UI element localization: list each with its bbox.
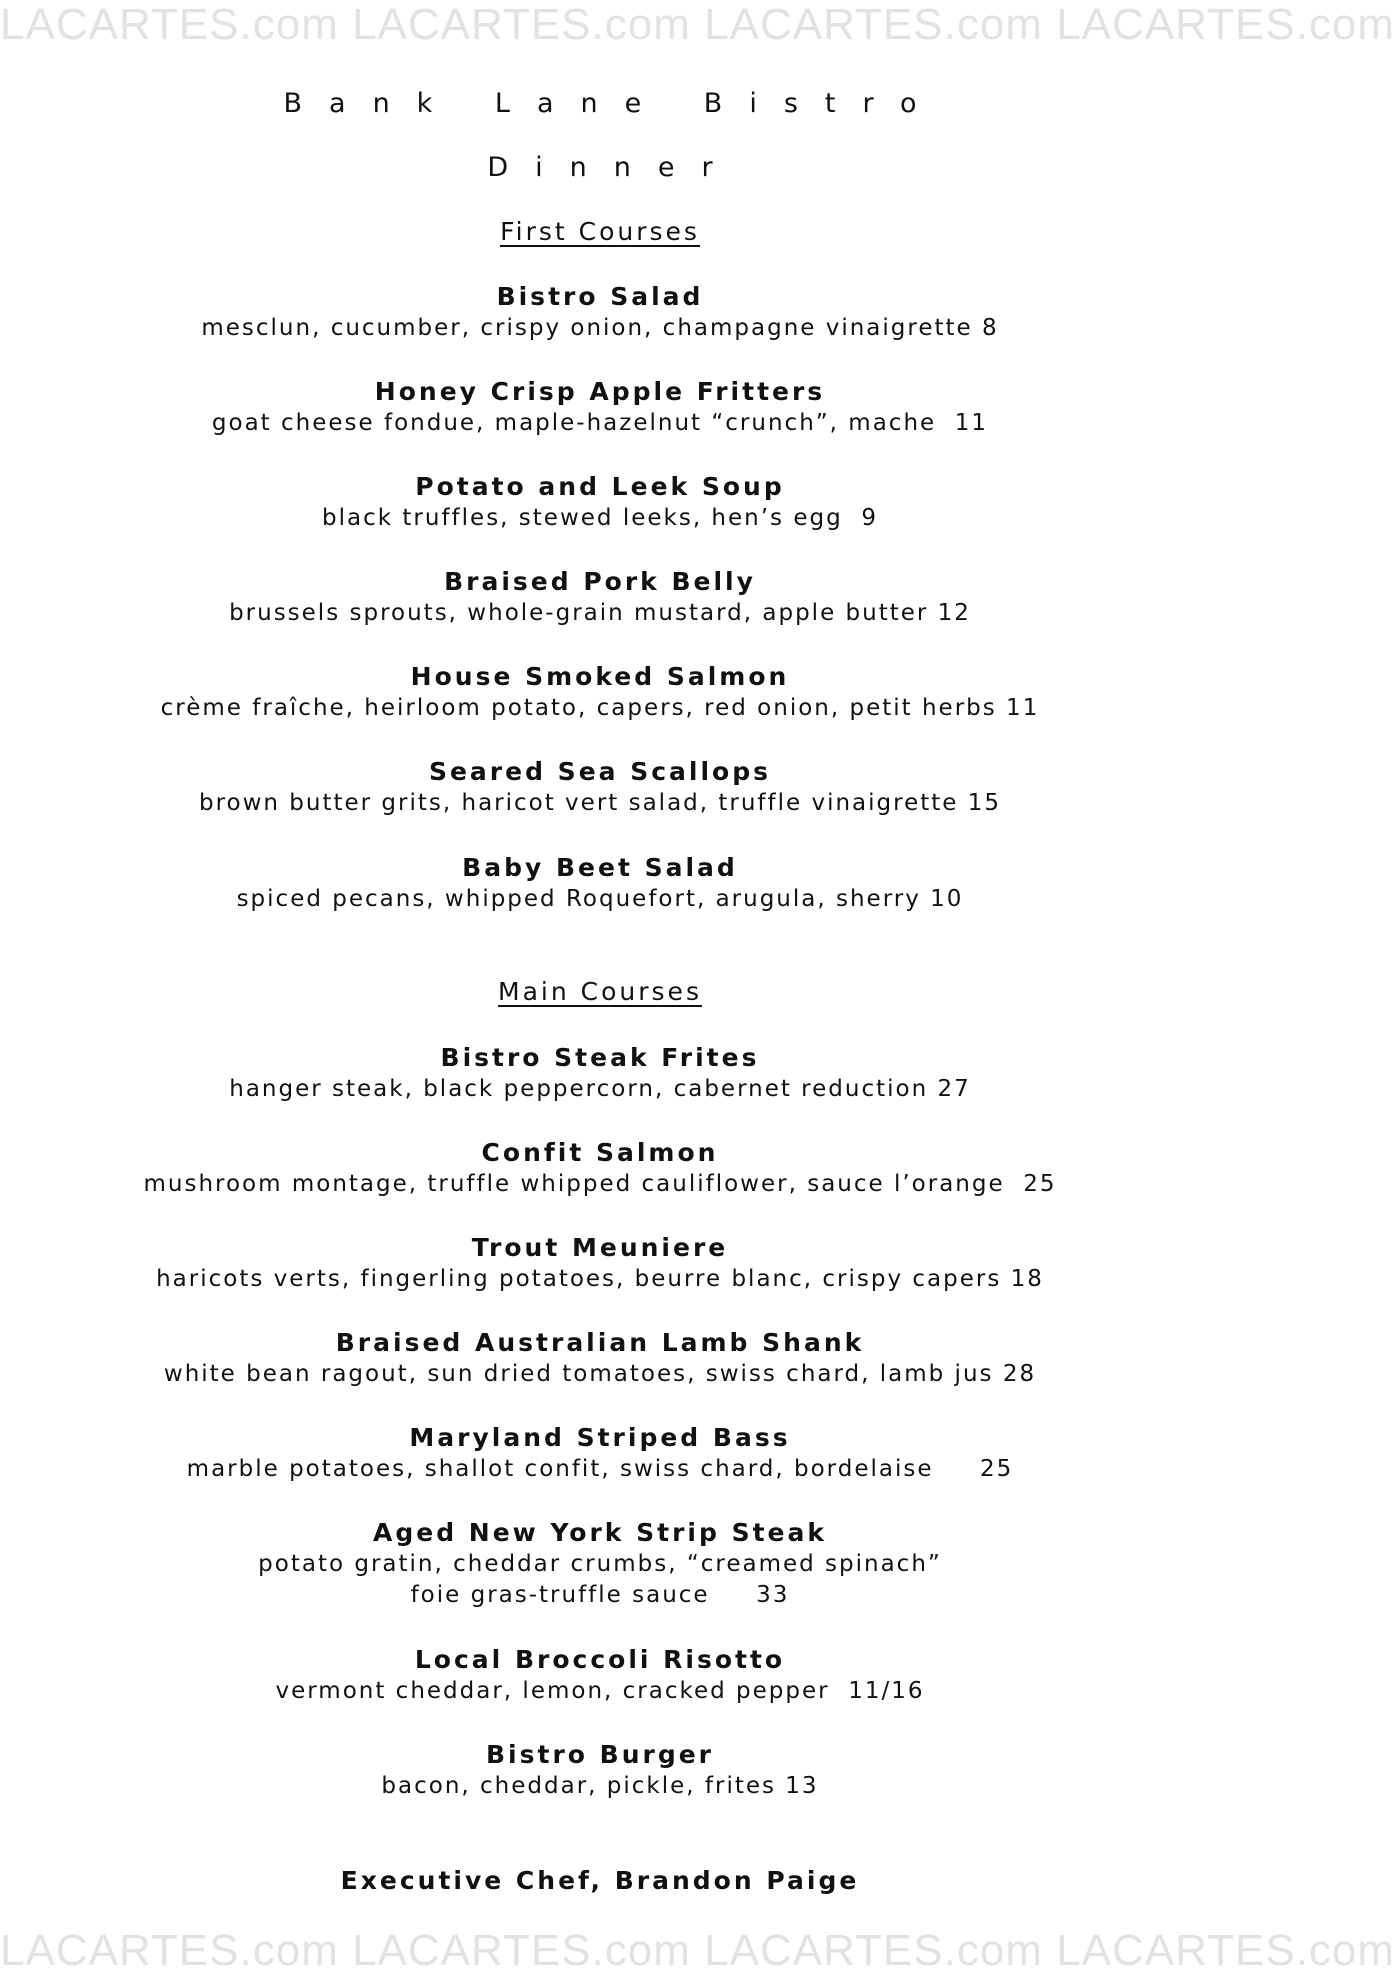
item-description: white bean ragout, sun dried tomatoes, swiss chard, lamb jus 28 <box>163 1361 1037 1387</box>
item-name: Baby Beet Salad <box>462 853 738 882</box>
menu-item <box>0 566 1200 629</box>
item-description: crème fraîche, heirloom potato, capers, red onion, petit herbs 11 <box>160 695 1040 721</box>
item-description: vermont cheddar, lemon, cracked pepper 11/16 <box>275 1678 925 1704</box>
item-name: Trout Meuniere <box>471 1233 729 1262</box>
item-description: hanger steak, black peppercorn, cabernet reduction 27 <box>229 1076 971 1102</box>
first-courses-heading: First Courses <box>500 217 700 246</box>
item-description: spiced pecans, whipped Roquefort, arugula, sherry 10 <box>236 886 964 912</box>
item-name: Bistro Salad <box>496 282 704 311</box>
restaurant-name: Bank Lane Bistro <box>283 88 944 119</box>
item-description: haricots verts, fingerling potatoes, beurre blanc, crispy capers 18 <box>156 1266 1044 1292</box>
menu-item <box>0 1739 1200 1802</box>
menu-item <box>0 661 1200 724</box>
item-name: Aged New York Strip Steak <box>373 1518 827 1547</box>
menu-item <box>0 1327 1200 1390</box>
menu-item <box>0 1422 1200 1485</box>
menu-item <box>0 281 1200 344</box>
menu-item <box>0 852 1200 915</box>
menu-item <box>0 1042 1200 1105</box>
item-name: Braised Pork Belly <box>444 567 756 596</box>
item-description: mushroom montage, truffle whipped cauliflower, sauce l’orange 25 <box>143 1171 1057 1197</box>
item-description: mesclun, cucumber, crispy onion, champagne vinaigrette 8 <box>201 315 999 341</box>
item-name: House Smoked Salmon <box>410 662 790 691</box>
section-title-first-courses <box>0 217 1200 246</box>
item-description: brussels sprouts, whole-grain mustard, apple butter 12 <box>229 600 971 626</box>
item-description: brown butter grits, haricot vert salad, truffle vinaigrette 15 <box>198 790 1002 816</box>
watermark-top: LACARTES.com LACARTES.com LACARTES.com LACARTES.com <box>0 0 1395 49</box>
menu-item <box>0 1232 1200 1295</box>
item-name: Braised Australian Lamb Shank <box>335 1328 865 1357</box>
menu-item <box>0 376 1200 439</box>
main-courses-heading: Main Courses <box>498 977 702 1006</box>
item-name: Honey Crisp Apple Fritters <box>374 377 826 406</box>
item-name: Potato and Leek Soup <box>415 472 785 501</box>
item-name: Local Broccoli Risotto <box>414 1645 786 1674</box>
item-description: potato gratin, cheddar crumbs, “creamed spinach” foie gras-truffle sauce 33 <box>258 1551 942 1608</box>
section-title-main-courses <box>0 977 1200 1006</box>
item-description: marble potatoes, shallot confit, swiss chard, bordelaise 25 <box>186 1456 1014 1482</box>
item-name: Bistro Steak Frites <box>440 1043 760 1072</box>
item-name: Seared Sea Scallops <box>428 757 772 786</box>
menu-item <box>0 756 1200 819</box>
item-description: bacon, cheddar, pickle, frites 13 <box>381 1773 819 1799</box>
item-name: Bistro Burger <box>485 1740 715 1769</box>
executive-chef: Executive Chef, Brandon Paige <box>340 1866 860 1895</box>
menu-item <box>0 471 1200 534</box>
menu-item <box>0 1137 1200 1200</box>
item-description: goat cheese fondue, maple-hazelnut “crunch”, mache 11 <box>211 410 989 436</box>
meal-title: Dinner <box>487 152 740 183</box>
menu-item <box>0 1644 1200 1707</box>
menu-item <box>0 1517 1200 1611</box>
watermark-bottom: LACARTES.com LACARTES.com LACARTES.com LACARTES.com <box>0 1926 1395 1975</box>
item-description: black truffles, stewed leeks, hen’s egg 9 <box>322 505 878 531</box>
item-name: Confit Salmon <box>481 1138 719 1167</box>
item-name: Maryland Striped Bass <box>409 1423 791 1452</box>
